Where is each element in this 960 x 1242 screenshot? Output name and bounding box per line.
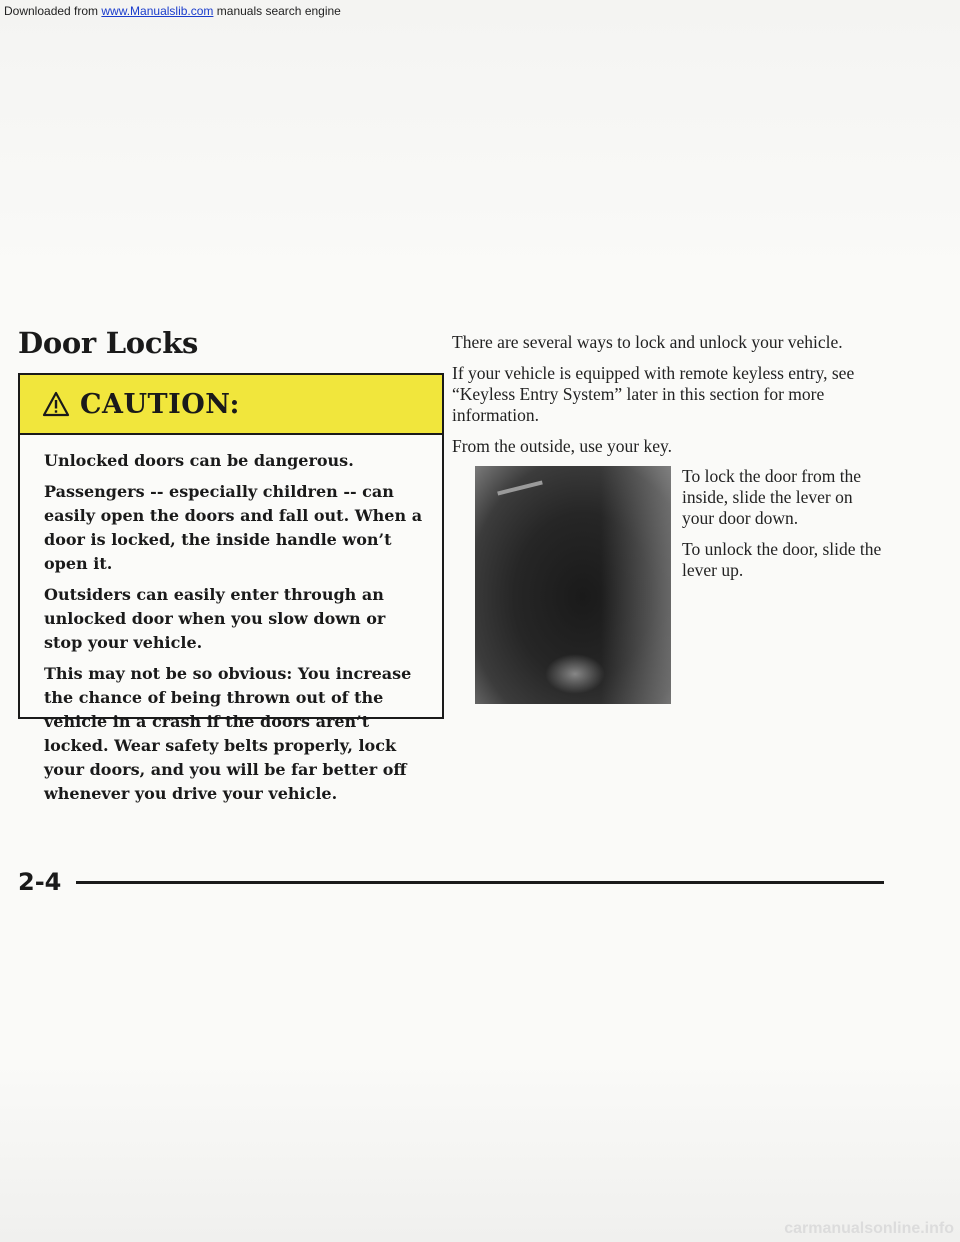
caption-paragraph: To unlock the door, slide the lever up. [682,539,882,580]
watermark-prefix: Downloaded from [4,4,102,18]
lock-lever-shape [497,480,543,495]
section-title: Door Locks [18,326,199,360]
caption-paragraph: To lock the door from the inside, slide the lever on your door down. [682,466,862,528]
caution-body [20,435,442,806]
site-watermark: carmanualsonline.info [784,1220,954,1237]
photo-caption [682,466,882,591]
caution-paragraph: Unlocked doors can be dangerous. [44,451,354,470]
page-number: 2-4 [18,868,62,896]
watermark-suffix: manuals search engine [213,4,341,18]
manualslib-link[interactable]: www.Manualslib.com [101,4,214,18]
body-paragraph: There are several ways to lock and unlock your vehicle. [452,332,843,352]
download-watermark [4,4,341,18]
caution-paragraph: Passengers -- especially children -- can easily open the doors and fall out. When a door is locked, the inside handle won’t open it. [44,482,423,573]
photo-glow [545,654,605,694]
caution-box [18,373,444,803]
caution-header [20,375,442,435]
caution-paragraph: Outsiders can easily enter through an unlocked door when you slow down or stop your vehicle. [44,585,386,652]
door-lock-lever-photo [475,466,671,704]
caution-paragraph: This may not be so obvious: You increase the chance of being thrown out of the vehicle in a crash if the doors aren’t locked. Wear safety belts properly, lock your doors, and you will be far better off whenever you drive your vehicle. [44,664,412,803]
caution-label: CAUTION: [80,388,240,420]
warning-triangle-icon [42,391,70,417]
body-paragraph: If your vehicle is equipped with remote keyless entry, see “Keyless Entry System” later in this section for more information. [452,363,855,425]
intro-text-column [452,332,902,467]
body-paragraph: From the outside, use your key. [452,436,673,456]
photo-highlight [601,466,671,704]
footer-rule [76,881,884,884]
